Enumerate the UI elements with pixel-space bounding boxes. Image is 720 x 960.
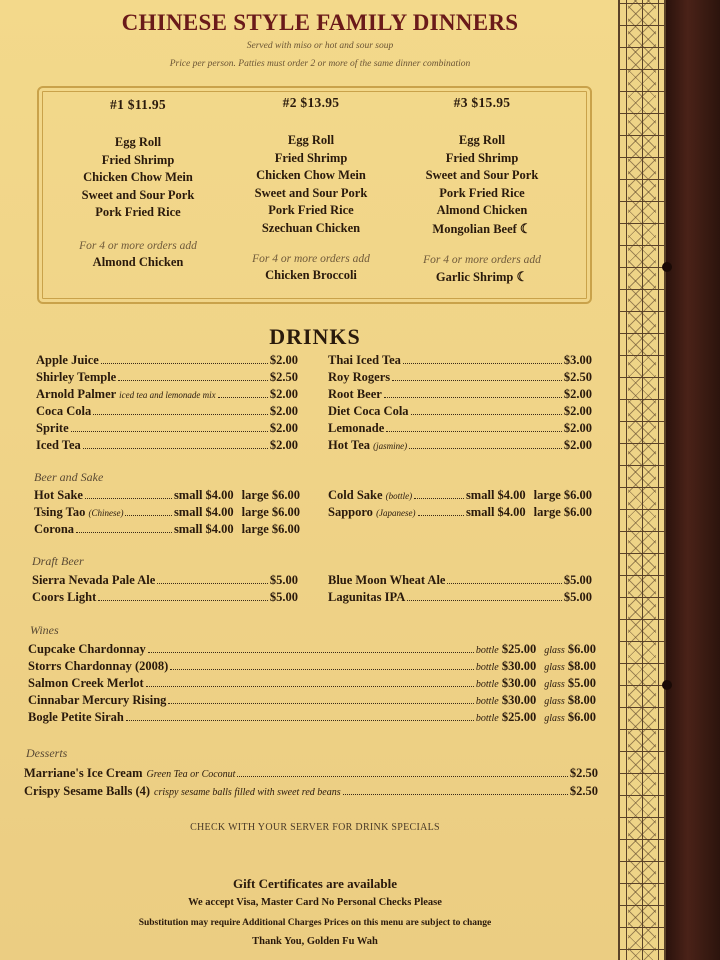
bottle-label: bottle	[475, 662, 499, 673]
wine-glass-price	[544, 709, 596, 727]
dessert-price: $2.50	[569, 766, 598, 780]
beer-note: (Chinese)	[88, 508, 124, 518]
dessert-row	[24, 765, 598, 781]
beer-small-price: small $4.00	[465, 488, 526, 502]
dinner-item: Fried Shrimp	[445, 150, 519, 165]
drink-row	[36, 437, 298, 453]
beer-small-price: small $4.00	[465, 505, 526, 519]
glass-label: glass	[544, 645, 565, 656]
decorative-border	[618, 0, 666, 960]
draft-row	[32, 589, 298, 605]
drink-specials-note: CHECK WITH YOUR SERVER FOR DRINK SPECIALS	[190, 822, 440, 833]
dinner-add-item	[392, 268, 572, 286]
drink-price: $2.00	[563, 438, 592, 452]
dinner-add-item: Almond Chicken	[92, 254, 184, 269]
drink-price: $2.00	[269, 421, 298, 435]
drink-name: Thai Iced Tea	[328, 353, 401, 367]
dinner-item: Pork Fried Rice	[95, 205, 181, 219]
bottle-label: bottle	[475, 645, 499, 656]
dinner-add-item: Chicken Broccoli	[265, 268, 357, 282]
draft-price: $5.00	[563, 590, 592, 604]
dessert-desc: Green Tea or Coconut	[146, 769, 236, 780]
dinner-header: #3 $15.95	[453, 95, 511, 110]
beer-name	[34, 504, 123, 521]
dinner-header: #2 $13.95	[282, 95, 340, 110]
drink-name: Apple Juice	[36, 353, 99, 367]
hot-spicy-icon: ☾	[519, 220, 532, 236]
dinner-item: Szechuan Chicken	[261, 220, 361, 235]
beer-large-price: large $6.00	[241, 505, 300, 519]
drink-row	[328, 369, 592, 385]
wine-bottle-price	[476, 692, 536, 710]
drink-price: $3.00	[563, 353, 592, 367]
dinner-item: Egg Roll	[114, 135, 162, 149]
glass-label: glass	[544, 713, 565, 724]
beer-name: Corona	[34, 522, 75, 536]
draft-price: $5.00	[269, 590, 298, 604]
menu-binder	[666, 0, 720, 960]
drink-name: Shirley Temple	[36, 370, 117, 384]
drink-name	[36, 386, 216, 403]
glass-price-value: $6.00	[567, 642, 596, 656]
draft-row	[328, 589, 592, 605]
dinner-add-label: Garlic Shrimp	[435, 270, 514, 284]
wine-name: Storrs Chardonnay (2008)	[28, 659, 169, 673]
dinner-item: Sweet and Sour Pork	[254, 185, 368, 200]
wine-bottle-price	[476, 641, 536, 659]
dinner-header: #1 $11.95	[110, 97, 166, 112]
beer-row	[328, 504, 592, 520]
drink-name: Coca Cola	[36, 404, 92, 418]
draft-price: $5.00	[563, 573, 592, 587]
wine-bottle-price	[476, 658, 536, 676]
draft-price: $5.00	[269, 573, 298, 587]
drink-name: Roy Rogers	[328, 370, 391, 384]
dinner-item: Fried Shrimp	[274, 150, 348, 165]
drink-row	[36, 420, 298, 436]
drink-row	[36, 352, 298, 368]
wine-glass-price	[544, 658, 596, 676]
dessert-price: $2.50	[569, 784, 598, 798]
bottle-price-value: $25.00	[501, 642, 537, 656]
drink-row	[328, 403, 592, 419]
drink-name	[328, 437, 407, 454]
beer-large-price: large $6.00	[241, 522, 300, 536]
drink-name-text: Arnold Palmer	[36, 387, 116, 401]
beer-large-price: large $6.00	[241, 488, 300, 502]
wine-glass-price	[544, 641, 596, 659]
drink-price: $2.00	[563, 404, 592, 418]
drink-note: iced tea and lemonade mix	[119, 390, 216, 400]
desserts-heading: Desserts	[26, 746, 68, 760]
subtitle-soup: Served with miso or hot and sour soup	[246, 41, 394, 51]
drink-price: $2.50	[269, 370, 298, 384]
draft-beer-heading: Draft Beer	[32, 554, 84, 568]
drinks-heading: DRINKS	[269, 324, 361, 349]
wine-row	[28, 658, 596, 674]
dinner-add-note: For 4 or more orders add	[79, 239, 197, 252]
beer-row	[328, 487, 592, 503]
beer-small-price: small $4.00	[173, 488, 234, 502]
drink-name: Sprite	[36, 421, 69, 435]
drink-row	[328, 386, 592, 402]
dinner-item: Chicken Chow Mein	[256, 168, 366, 182]
drink-name: Root Beer	[328, 387, 382, 401]
drink-name: Iced Tea	[36, 438, 81, 452]
drink-price: $2.00	[563, 387, 592, 401]
dessert-row	[24, 783, 598, 799]
dinner-item: Egg Roll	[458, 133, 506, 147]
dinner-add-note: For 4 or more orders add	[252, 253, 370, 265]
draft-name: Blue Moon Wheat Ale	[328, 573, 446, 587]
wine-glass-price	[544, 675, 596, 693]
beer-row	[34, 521, 300, 537]
page-title: CHINESE STYLE FAMILY DINNERS	[121, 10, 519, 35]
glass-label: glass	[544, 696, 565, 707]
drink-price: $2.00	[269, 404, 298, 418]
wine-bottle-price	[476, 675, 536, 693]
dinner-3	[392, 95, 572, 286]
beer-name-text: Sapporo	[328, 505, 373, 519]
dinner-item: Egg Roll	[287, 133, 335, 147]
drink-price: $2.00	[563, 421, 592, 435]
bottle-label: bottle	[475, 679, 499, 690]
dessert-desc: crispy sesame balls filled with sweet red beans	[154, 787, 341, 798]
drink-name: Lemonade	[328, 421, 385, 435]
beer-note: (bottle)	[385, 491, 413, 501]
draft-row	[32, 572, 298, 588]
dinner-item: Fried Shrimp	[101, 152, 175, 167]
dinner-item	[392, 220, 572, 239]
beer-small-price: small $4.00	[173, 505, 234, 519]
draft-name: Coors Light	[32, 590, 97, 604]
wine-name: Salmon Creek Merlot	[28, 676, 144, 690]
beer-name: Hot Sake	[34, 488, 83, 502]
beer-sake-heading: Beer and Sake	[34, 470, 104, 484]
binder-hole	[662, 262, 672, 272]
dinner-item: Sweet and Sour Pork	[425, 168, 539, 182]
dinner-2	[221, 95, 401, 284]
dinner-item: Sweet and Sour Pork	[81, 187, 195, 202]
bottle-label: bottle	[475, 696, 499, 707]
wine-name: Cupcake Chardonnay	[28, 642, 146, 656]
wines-heading: Wines	[30, 623, 59, 637]
drink-price: $2.00	[269, 353, 298, 367]
draft-name: Lagunitas IPA	[328, 590, 406, 604]
binder-hole	[662, 680, 672, 690]
dessert-name: Marriane's Ice Cream	[24, 766, 143, 780]
gift-certificates: Gift Certificates are available	[232, 876, 397, 891]
bottle-price-value: $30.00	[501, 659, 537, 673]
drink-row	[36, 403, 298, 419]
draft-row	[328, 572, 592, 588]
dinner-item: Almond Chicken	[436, 203, 528, 217]
dinner-add-note: For 4 or more orders add	[423, 254, 541, 266]
beer-name-text: Tsing Tao	[34, 505, 86, 519]
drink-row	[36, 369, 298, 385]
dinner-item: Pork Fried Rice	[439, 185, 525, 200]
beer-note: (Japanese)	[376, 508, 416, 518]
glass-label: glass	[544, 662, 565, 673]
wine-glass-price	[544, 692, 596, 710]
glass-price-value: $8.00	[567, 693, 596, 707]
wine-row	[28, 709, 596, 725]
drink-name: Diet Coca Cola	[328, 404, 409, 418]
beer-row	[34, 504, 300, 520]
bottle-label: bottle	[475, 713, 499, 724]
beer-small-price: small $4.00	[173, 522, 234, 536]
subtitle-price-note: Price per person. Patties must order 2 or more of the same dinner combination	[169, 59, 471, 69]
beer-large-price: large $6.00	[533, 505, 592, 519]
dinner-item-label: Mongolian Beef	[432, 221, 517, 236]
wine-bottle-price	[476, 709, 536, 727]
wine-name: Cinnabar Mercury Rising	[28, 693, 167, 707]
glass-price-value: $6.00	[567, 710, 596, 724]
dinner-1	[48, 97, 228, 271]
drink-note: (jasmine)	[373, 441, 408, 451]
thank-you: Thank You, Golden Fu Wah	[252, 936, 378, 947]
drink-row	[328, 437, 592, 453]
hot-spicy-icon: ☾	[516, 269, 529, 284]
beer-row	[34, 487, 300, 503]
glass-price-value: $5.00	[567, 676, 596, 690]
drink-price: $2.50	[563, 370, 592, 384]
wine-name: Bogle Petite Sirah	[28, 710, 124, 724]
bottle-price-value: $30.00	[501, 676, 537, 690]
wine-row	[28, 675, 596, 691]
glass-price-value: $8.00	[567, 659, 596, 673]
beer-name	[328, 504, 416, 521]
substitution-note: Substitution may require Additional Charges Prices on this menu are subject to change	[138, 918, 492, 928]
bottle-price-value: $30.00	[501, 693, 537, 707]
bottle-price-value: $25.00	[501, 710, 537, 724]
dinner-item: Chicken Chow Mein	[83, 170, 193, 184]
drink-name-text: Hot Tea	[328, 438, 371, 452]
beer-name	[328, 487, 412, 504]
draft-name: Sierra Nevada Pale Ale	[32, 573, 156, 587]
drink-row	[328, 420, 592, 436]
payment-note: We accept Visa, Master Card No Personal Checks Please	[188, 897, 442, 908]
drink-row	[328, 352, 592, 368]
drink-row	[36, 386, 298, 402]
glass-label: glass	[544, 679, 565, 690]
dinner-item: Pork Fried Rice	[268, 203, 354, 217]
drink-price: $2.00	[269, 438, 298, 452]
drink-price: $2.00	[269, 387, 298, 401]
dessert-name: Crispy Sesame Balls (4)	[24, 784, 151, 798]
wine-row	[28, 641, 596, 657]
beer-name-text: Cold Sake	[328, 488, 383, 502]
wine-row	[28, 692, 596, 708]
beer-large-price: large $6.00	[533, 488, 592, 502]
